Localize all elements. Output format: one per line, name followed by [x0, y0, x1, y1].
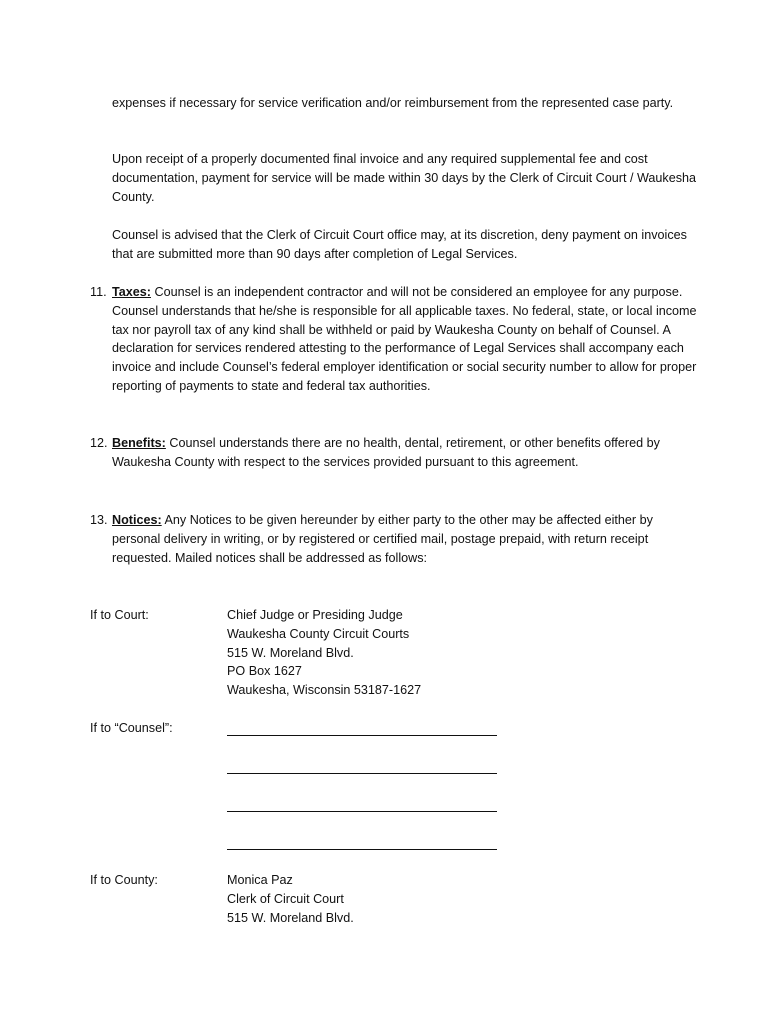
counsel-address-blank-line[interactable]: [227, 773, 497, 774]
address-line: Waukesha County Circuit Courts: [227, 626, 410, 641]
section-heading: Notices:: [112, 513, 162, 527]
counsel-address-blank-line[interactable]: [227, 849, 497, 850]
county-label: If to County:: [90, 873, 158, 887]
section-text: Counsel is an independent contractor and will not be considered an employee for any purpose. Counsel understands that he/she is responsible for all applicable taxes. No federal, state, or local income tax nor payroll tax of any kind shall be withheld or paid by Waukesha County on behalf of Counsel. A declaration for services rendered attesting to the performance of Legal Services shall accompany each invoice and include Counsel’s federal employer identification or social security number to allow for proper reporting of payments to state and federal tax authorities.: [112, 285, 697, 393]
court-address: [227, 606, 421, 700]
section-benefits: [90, 434, 700, 472]
address-line: Clerk of Circuit Court: [227, 891, 344, 906]
section-taxes: [90, 283, 700, 396]
address-line: 515 W. Moreland Blvd.: [227, 910, 354, 925]
section-heading: Taxes:: [112, 285, 151, 299]
section-number: 11.: [90, 285, 107, 299]
intro-paragraph-continued: expenses if necessary for service verification and/or reimbursement from the represented case party.: [112, 96, 674, 110]
address-line: PO Box 1627: [227, 664, 302, 679]
counsel-label: If to “Counsel”:: [90, 721, 173, 735]
section-text: Any Notices to be given hereunder by either party to the other may be affected either by personal delivery in writing, or by registered or certified mail, postage prepaid, with return receipt requested. Mailed notices shall be addressed as follows:: [112, 513, 653, 565]
court-label: If to Court:: [90, 608, 149, 622]
section-number: 12.: [90, 436, 108, 450]
address-line: Monica Paz: [227, 873, 293, 887]
payment-paragraph: Upon receipt of a properly documented final invoice and any required supplemental fee and cost documentation, payment for service will be made within 30 days by the Clerk of Circuit Court / Waukesha County.: [112, 152, 697, 204]
county-address: [227, 871, 354, 927]
section-number: 13.: [90, 513, 108, 527]
address-line: Chief Judge or Presiding Judge: [227, 608, 403, 622]
section-heading: Benefits:: [112, 436, 166, 450]
section-notices: [90, 511, 700, 567]
address-line: 515 W. Moreland Blvd.: [227, 645, 354, 660]
address-line: Waukesha, Wisconsin 53187-1627: [227, 683, 422, 698]
deny-payment-paragraph: Counsel is advised that the Clerk of Circuit Court office may, at its discretion, deny payment on invoices that are submitted more than 90 days after completion of Legal Services.: [112, 228, 687, 261]
section-text: Counsel understands there are no health, dental, retirement, or other benefits offered by Waukesha County with respect to the services provided pursuant to this agreement.: [112, 436, 660, 469]
counsel-address-blank-line[interactable]: [227, 811, 497, 812]
counsel-address-blank-line[interactable]: [227, 735, 497, 736]
